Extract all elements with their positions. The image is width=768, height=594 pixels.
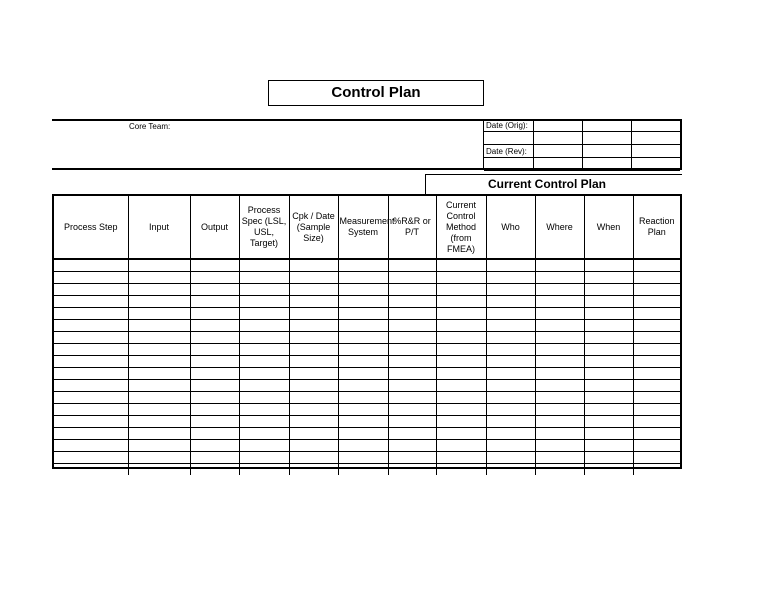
table-cell[interactable] <box>128 416 190 428</box>
table-cell[interactable] <box>239 332 289 344</box>
control-plan-table <box>52 194 682 469</box>
table-cell[interactable] <box>436 308 486 320</box>
table-cell[interactable] <box>239 440 289 452</box>
table-cell[interactable] <box>388 440 436 452</box>
header-info-section <box>52 119 682 171</box>
column-header-current-control-method: Current Control Method (from FMEA) <box>436 196 486 259</box>
table-cell[interactable] <box>239 344 289 356</box>
table-cell[interactable] <box>289 259 338 272</box>
current-control-plan-title: Current Control Plan <box>425 174 682 194</box>
table-cell[interactable] <box>388 308 436 320</box>
column-header-process-spec: Process Spec (LSL, USL, Target) <box>239 196 289 259</box>
table-cell[interactable] <box>338 272 388 284</box>
table-row <box>54 356 680 368</box>
table-cell[interactable] <box>633 428 680 440</box>
table-cell[interactable] <box>436 464 486 476</box>
table-cell[interactable] <box>128 392 190 404</box>
table-cell[interactable] <box>289 428 338 440</box>
table-cell[interactable] <box>338 464 388 476</box>
table-cell[interactable] <box>388 356 436 368</box>
table-cell[interactable] <box>486 308 535 320</box>
table-cell[interactable] <box>239 452 289 464</box>
table-cell[interactable] <box>584 332 633 344</box>
table-cell[interactable] <box>128 464 190 476</box>
table-cell[interactable] <box>584 380 633 392</box>
table-cell[interactable] <box>54 308 128 320</box>
date-grid-cell[interactable] <box>582 158 631 171</box>
table-cell[interactable] <box>388 296 436 308</box>
table-cell[interactable] <box>584 308 633 320</box>
table-cell[interactable] <box>239 308 289 320</box>
table-cell[interactable] <box>239 428 289 440</box>
date-grid-cell[interactable] <box>631 132 680 145</box>
table-cell[interactable] <box>338 440 388 452</box>
table-cell[interactable] <box>436 356 486 368</box>
table-cell[interactable] <box>633 308 680 320</box>
table-cell[interactable] <box>54 416 128 428</box>
column-header-cpk-date: Cpk / Date (Sample Size) <box>289 196 338 259</box>
table-cell[interactable] <box>128 284 190 296</box>
table-cell[interactable] <box>584 356 633 368</box>
table-cell[interactable] <box>633 356 680 368</box>
table-cell[interactable] <box>486 440 535 452</box>
table-cell[interactable] <box>190 368 239 380</box>
column-header-when: When <box>584 196 633 259</box>
table-cell[interactable] <box>584 259 633 272</box>
table-row <box>54 392 680 404</box>
table-cell[interactable] <box>190 296 239 308</box>
table-cell[interactable] <box>388 428 436 440</box>
table-cell[interactable] <box>388 404 436 416</box>
table-cell[interactable] <box>190 308 239 320</box>
table-cell[interactable] <box>239 392 289 404</box>
table-cell[interactable] <box>633 284 680 296</box>
table-cell[interactable] <box>54 356 128 368</box>
table-cell[interactable] <box>633 259 680 272</box>
table-cell[interactable] <box>436 440 486 452</box>
table-cell[interactable] <box>54 368 128 380</box>
table-cell[interactable] <box>486 332 535 344</box>
table-cell[interactable] <box>54 259 128 272</box>
table-row <box>54 368 680 380</box>
table-cell[interactable] <box>338 356 388 368</box>
table-cell[interactable] <box>190 416 239 428</box>
table-row <box>54 272 680 284</box>
core-team-label: Core Team: <box>129 122 171 131</box>
column-header-process-step: Process Step <box>54 196 128 259</box>
table-cell[interactable] <box>338 308 388 320</box>
table-row <box>54 296 680 308</box>
table-cell[interactable] <box>486 464 535 476</box>
date-rev-cell[interactable] <box>533 145 582 158</box>
table-cell[interactable] <box>289 368 338 380</box>
table-cell[interactable] <box>338 344 388 356</box>
table-cell[interactable] <box>190 272 239 284</box>
table-cell[interactable] <box>338 320 388 332</box>
table-cell[interactable] <box>584 296 633 308</box>
table-cell[interactable] <box>388 392 436 404</box>
table-cell[interactable] <box>584 284 633 296</box>
table-cell[interactable] <box>338 332 388 344</box>
table-cell[interactable] <box>486 368 535 380</box>
table-cell[interactable] <box>190 380 239 392</box>
table-cell[interactable] <box>388 464 436 476</box>
table-cell[interactable] <box>190 440 239 452</box>
table-cell[interactable] <box>535 320 584 332</box>
table-row <box>54 380 680 392</box>
table-cell[interactable] <box>289 344 338 356</box>
table-cell[interactable] <box>239 259 289 272</box>
table-cell[interactable] <box>436 404 486 416</box>
date-grid-cell[interactable] <box>484 132 533 145</box>
table-cell[interactable] <box>289 440 338 452</box>
table-cell[interactable] <box>54 332 128 344</box>
table-cell[interactable] <box>535 296 584 308</box>
table-cell[interactable] <box>289 272 338 284</box>
table-cell[interactable] <box>535 332 584 344</box>
table-cell[interactable] <box>128 296 190 308</box>
table-cell[interactable] <box>54 344 128 356</box>
table-cell[interactable] <box>388 344 436 356</box>
table-cell[interactable] <box>388 368 436 380</box>
table-cell[interactable] <box>486 380 535 392</box>
table-cell[interactable] <box>54 452 128 464</box>
table-cell[interactable] <box>338 404 388 416</box>
table-cell[interactable] <box>633 440 680 452</box>
table-cell[interactable] <box>486 320 535 332</box>
table-cell[interactable] <box>535 284 584 296</box>
table-cell[interactable] <box>128 344 190 356</box>
table-cell[interactable] <box>190 392 239 404</box>
table-cell[interactable] <box>584 368 633 380</box>
date-rev-cell[interactable] <box>631 145 680 158</box>
table-cell[interactable] <box>388 259 436 272</box>
table-cell[interactable] <box>388 320 436 332</box>
table-row <box>54 452 680 464</box>
column-header-who: Who <box>486 196 535 259</box>
table-cell[interactable] <box>190 259 239 272</box>
table-cell[interactable] <box>535 356 584 368</box>
table-cell[interactable] <box>436 368 486 380</box>
table-cell[interactable] <box>54 404 128 416</box>
table-cell[interactable] <box>128 332 190 344</box>
table-cell[interactable] <box>54 320 128 332</box>
table-cell[interactable] <box>486 392 535 404</box>
table-row <box>54 344 680 356</box>
page-title: Control Plan <box>268 80 484 106</box>
table-cell[interactable] <box>128 259 190 272</box>
table-cell[interactable] <box>338 428 388 440</box>
table-cell[interactable] <box>486 356 535 368</box>
table-cell[interactable] <box>239 356 289 368</box>
table-cell[interactable] <box>289 404 338 416</box>
table-cell[interactable] <box>486 404 535 416</box>
table-cell[interactable] <box>584 404 633 416</box>
table-cell[interactable] <box>54 272 128 284</box>
table-cell[interactable] <box>436 416 486 428</box>
date-orig-cell[interactable] <box>631 119 680 132</box>
table-cell[interactable] <box>486 344 535 356</box>
table-cell[interactable] <box>190 284 239 296</box>
table-cell[interactable] <box>633 332 680 344</box>
table-cell[interactable] <box>633 344 680 356</box>
table-cell[interactable] <box>289 356 338 368</box>
table-cell[interactable] <box>535 344 584 356</box>
table-cell[interactable] <box>190 320 239 332</box>
table-row <box>54 308 680 320</box>
column-header-measurement-system: Measurement System <box>338 196 388 259</box>
table-cell[interactable] <box>535 416 584 428</box>
table-cell[interactable] <box>584 392 633 404</box>
table-cell[interactable] <box>436 392 486 404</box>
table-cell[interactable] <box>535 428 584 440</box>
table-cell[interactable] <box>239 296 289 308</box>
table-cell[interactable] <box>633 380 680 392</box>
table-cell[interactable] <box>128 368 190 380</box>
table-cell[interactable] <box>486 272 535 284</box>
table-cell[interactable] <box>54 284 128 296</box>
table-cell[interactable] <box>584 428 633 440</box>
table-cell[interactable] <box>190 344 239 356</box>
table-cell[interactable] <box>239 368 289 380</box>
table-cell[interactable] <box>289 380 338 392</box>
date-grid-cell[interactable] <box>631 158 680 171</box>
table-row <box>54 464 680 476</box>
table-cell[interactable] <box>190 332 239 344</box>
column-header-reaction-plan: Reaction Plan <box>633 196 680 259</box>
table-cell[interactable] <box>239 464 289 476</box>
table-cell[interactable] <box>486 259 535 272</box>
column-header-input: Input <box>128 196 190 259</box>
table-cell[interactable] <box>633 320 680 332</box>
table-header-row <box>54 196 680 259</box>
table-cell[interactable] <box>289 392 338 404</box>
date-rev-cell[interactable] <box>582 145 631 158</box>
table-cell[interactable] <box>388 452 436 464</box>
table-cell[interactable] <box>128 428 190 440</box>
table-cell[interactable] <box>535 464 584 476</box>
table-row <box>54 404 680 416</box>
table-cell[interactable] <box>535 259 584 272</box>
table-cell[interactable] <box>128 440 190 452</box>
table-cell[interactable] <box>436 380 486 392</box>
column-header-output: Output <box>190 196 239 259</box>
table-cell[interactable] <box>54 440 128 452</box>
table-row <box>54 440 680 452</box>
table-cell[interactable] <box>584 452 633 464</box>
table-cell[interactable] <box>128 272 190 284</box>
table-cell[interactable] <box>190 404 239 416</box>
table-cell[interactable] <box>633 272 680 284</box>
date-grid <box>483 119 682 170</box>
table-cell[interactable] <box>239 272 289 284</box>
table-cell[interactable] <box>338 452 388 464</box>
table-cell[interactable] <box>190 356 239 368</box>
table-cell[interactable] <box>436 452 486 464</box>
table-cell[interactable] <box>486 296 535 308</box>
table-cell[interactable] <box>584 320 633 332</box>
date-grid-cell[interactable] <box>533 132 582 145</box>
table-cell[interactable] <box>239 320 289 332</box>
table-cell[interactable] <box>190 428 239 440</box>
table-cell[interactable] <box>128 380 190 392</box>
table-cell[interactable] <box>584 416 633 428</box>
table-cell[interactable] <box>190 452 239 464</box>
table-cell[interactable] <box>338 296 388 308</box>
table-cell[interactable] <box>633 452 680 464</box>
table-cell[interactable] <box>535 392 584 404</box>
date-orig-cell[interactable] <box>533 119 582 132</box>
table-cell[interactable] <box>633 296 680 308</box>
table-cell[interactable] <box>584 272 633 284</box>
table-cell[interactable] <box>128 320 190 332</box>
table-cell[interactable] <box>486 416 535 428</box>
table-cell[interactable] <box>338 392 388 404</box>
table-cell[interactable] <box>486 452 535 464</box>
table-cell[interactable] <box>338 416 388 428</box>
date-rev-label: Date (Rev): <box>484 145 533 158</box>
table-cell[interactable] <box>289 284 338 296</box>
table-cell[interactable] <box>633 392 680 404</box>
table-cell[interactable] <box>633 464 680 476</box>
table-cell[interactable] <box>128 452 190 464</box>
table-cell[interactable] <box>584 464 633 476</box>
table-cell[interactable] <box>436 272 486 284</box>
table-cell[interactable] <box>388 284 436 296</box>
table-cell[interactable] <box>535 452 584 464</box>
table-cell[interactable] <box>190 464 239 476</box>
date-grid-cell[interactable] <box>533 158 582 171</box>
table-cell[interactable] <box>388 272 436 284</box>
table-row <box>54 284 680 296</box>
table-cell[interactable] <box>128 356 190 368</box>
date-orig-cell[interactable] <box>582 119 631 132</box>
table-cell[interactable] <box>535 380 584 392</box>
table-cell[interactable] <box>54 464 128 476</box>
date-grid-cell[interactable] <box>582 132 631 145</box>
table-cell[interactable] <box>436 344 486 356</box>
column-header-rr-pt: %R&R or P/T <box>388 196 436 259</box>
table-row <box>54 320 680 332</box>
table-cell[interactable] <box>289 320 338 332</box>
table-cell[interactable] <box>338 380 388 392</box>
table-cell[interactable] <box>535 404 584 416</box>
table-cell[interactable] <box>239 404 289 416</box>
table-cell[interactable] <box>388 332 436 344</box>
table-cell[interactable] <box>388 416 436 428</box>
table-cell[interactable] <box>338 259 388 272</box>
table-cell[interactable] <box>436 428 486 440</box>
table-cell[interactable] <box>338 368 388 380</box>
table-cell[interactable] <box>436 332 486 344</box>
table-cell[interactable] <box>486 428 535 440</box>
table-cell[interactable] <box>239 284 289 296</box>
table-cell[interactable] <box>633 404 680 416</box>
table-cell[interactable] <box>289 296 338 308</box>
column-header-where: Where <box>535 196 584 259</box>
table-cell[interactable] <box>535 440 584 452</box>
table-cell[interactable] <box>54 380 128 392</box>
table-cell[interactable] <box>436 284 486 296</box>
table-row <box>54 416 680 428</box>
table-cell[interactable] <box>128 404 190 416</box>
table-cell[interactable] <box>338 284 388 296</box>
table-cell[interactable] <box>239 416 289 428</box>
table-cell[interactable] <box>289 308 338 320</box>
date-grid-cell[interactable] <box>484 158 533 171</box>
table-cell[interactable] <box>54 392 128 404</box>
table-cell[interactable] <box>535 368 584 380</box>
table-cell[interactable] <box>486 284 535 296</box>
table-cell[interactable] <box>128 308 190 320</box>
table-cell[interactable] <box>54 296 128 308</box>
table-row <box>54 428 680 440</box>
table-cell[interactable] <box>239 380 289 392</box>
date-orig-label: Date (Orig): <box>484 119 533 132</box>
table-cell[interactable] <box>535 272 584 284</box>
table-cell[interactable] <box>436 296 486 308</box>
table-cell[interactable] <box>436 259 486 272</box>
table-cell[interactable] <box>535 308 584 320</box>
table-row <box>54 332 680 344</box>
table-cell[interactable] <box>54 428 128 440</box>
table-cell[interactable] <box>584 440 633 452</box>
table-cell[interactable] <box>289 416 338 428</box>
table-cell[interactable] <box>584 344 633 356</box>
table-cell[interactable] <box>289 332 338 344</box>
table-cell[interactable] <box>436 320 486 332</box>
table-row <box>54 259 680 272</box>
table-cell[interactable] <box>388 380 436 392</box>
table-cell[interactable] <box>633 368 680 380</box>
table-cell[interactable] <box>633 416 680 428</box>
table-cell[interactable] <box>289 452 338 464</box>
table-cell[interactable] <box>289 464 338 476</box>
